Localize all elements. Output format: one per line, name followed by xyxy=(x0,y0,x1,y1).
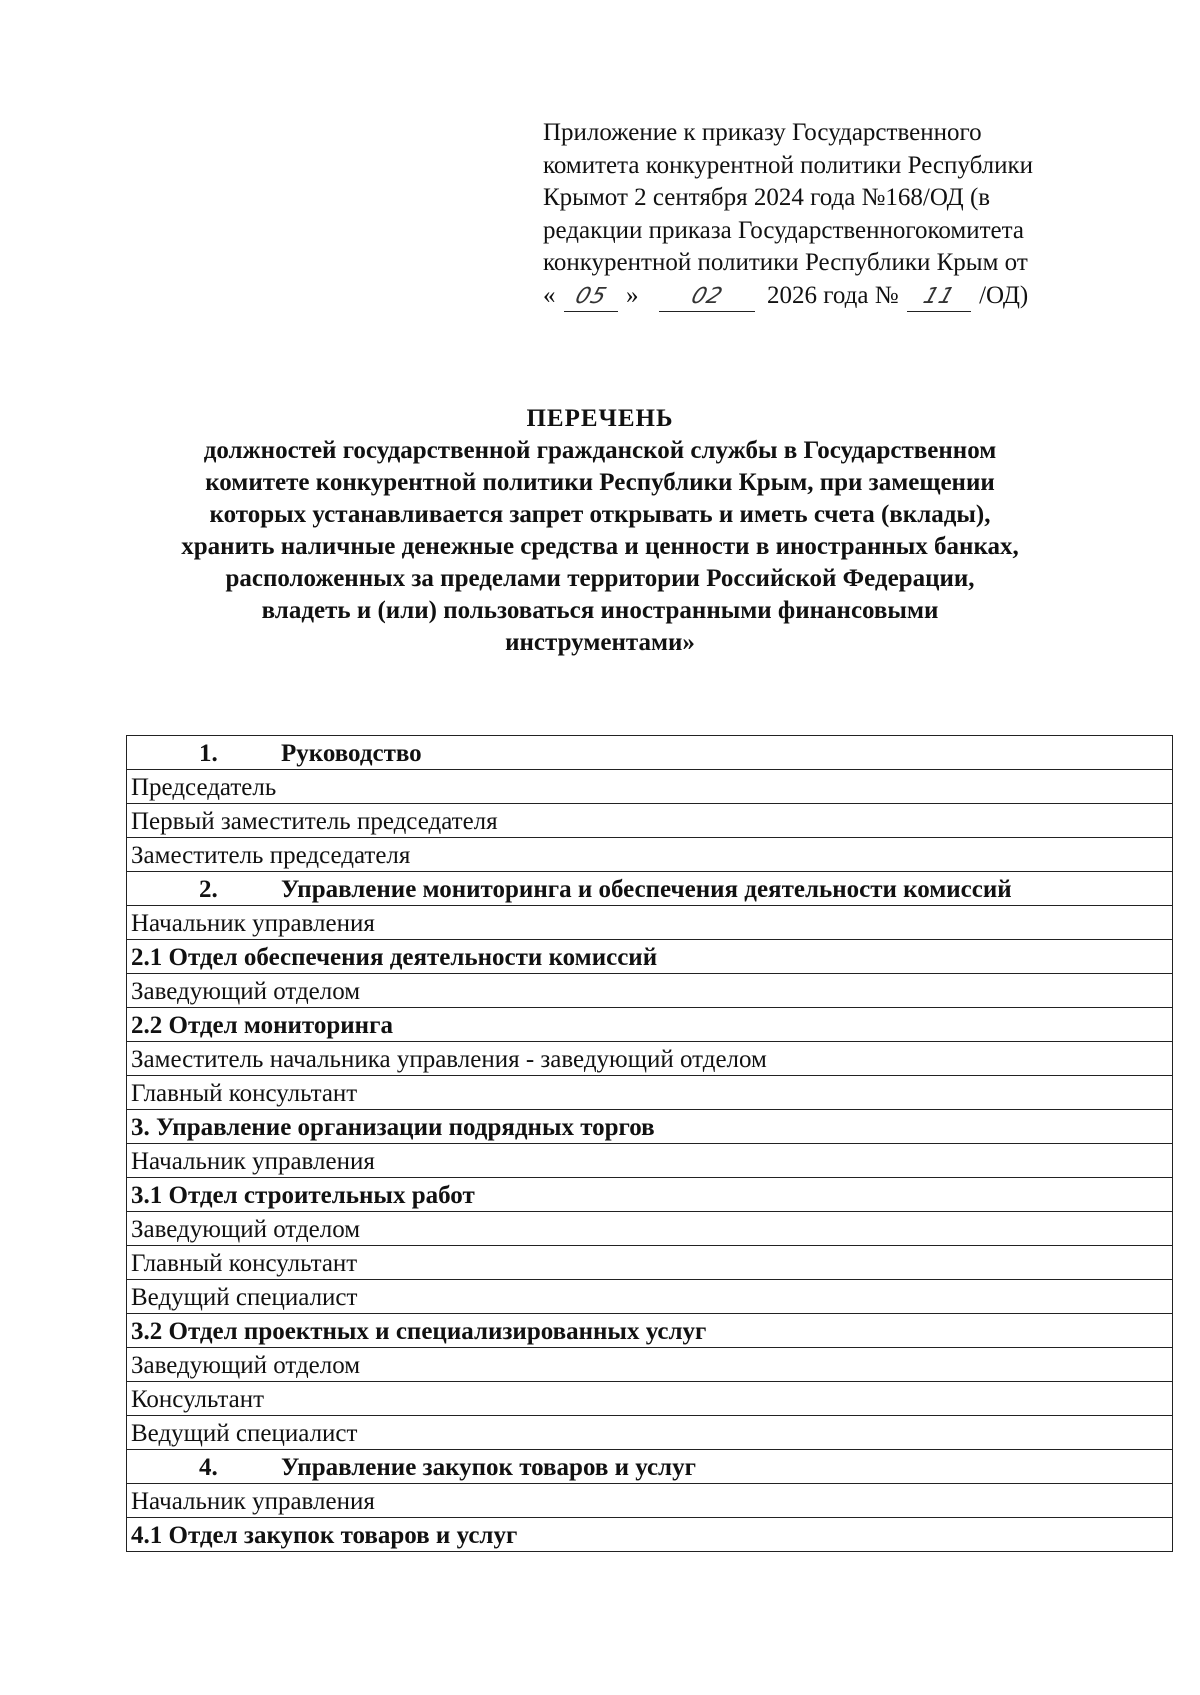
close-quote: » xyxy=(626,281,639,309)
title-line: которых устанавливается запрет открывать и иметь счета (вклады), xyxy=(209,501,991,528)
table-cell: Заместитель начальника управления - заведующий отделом xyxy=(127,1042,1173,1076)
attachment-line: комитета конкурентной политики Республики xyxy=(543,151,1034,179)
order-number-field xyxy=(907,285,971,312)
table-cell: Первый заместитель председателя xyxy=(127,804,1173,838)
table-cell: 3. Управление организации подрядных торгов xyxy=(127,1110,1173,1144)
table-row xyxy=(127,1042,1173,1076)
table-cell: 2.1 Отдел обеспечения деятельности комиссий xyxy=(127,940,1173,974)
table-row xyxy=(127,838,1173,872)
table-cell: 3.1 Отдел строительных работ xyxy=(127,1178,1173,1212)
table-row xyxy=(127,1076,1173,1110)
order-suffix: /ОД) xyxy=(979,281,1029,309)
title-line: должностей государственной гражданской службы в Государственном xyxy=(203,437,997,464)
title-line: хранить наличные денежные средства и ценности в иностранных банках, xyxy=(181,533,1019,560)
table-cell: Консультант xyxy=(127,1382,1173,1416)
signature-date-line xyxy=(543,280,1143,313)
attachment-line: Крымот 2 сентября 2024 года №168/ОД (в xyxy=(543,184,991,211)
table-cell: Главный консультант xyxy=(127,1246,1173,1280)
table-row xyxy=(127,906,1173,940)
section-title: Руководство xyxy=(281,740,422,767)
table-row xyxy=(127,1280,1173,1314)
table-row-section xyxy=(127,872,1173,906)
table-row-subsection xyxy=(127,1178,1173,1212)
table-cell: Заместитель председателя xyxy=(127,838,1173,872)
table-row xyxy=(127,1144,1173,1178)
table-row xyxy=(127,1484,1173,1518)
year-text: 2026 года № xyxy=(767,281,899,309)
table-cell xyxy=(127,1450,1173,1484)
day-field xyxy=(564,285,618,312)
table-cell xyxy=(127,736,1173,770)
table-row xyxy=(127,1348,1173,1382)
table-cell: Заведующий отделом xyxy=(127,1212,1173,1246)
section-title: Управление закупок товаров и услуг xyxy=(281,1454,696,1481)
table-row xyxy=(127,1212,1173,1246)
table-row-subsection xyxy=(127,1008,1173,1042)
table-cell: Начальник управления xyxy=(127,906,1173,940)
open-quote: « xyxy=(543,281,556,309)
table-cell: 4.1 Отдел закупок товаров и услуг xyxy=(127,1518,1173,1552)
table-cell: Начальник управления xyxy=(127,1484,1173,1518)
table-cell: Главный консультант xyxy=(127,1076,1173,1110)
section-number: 1. xyxy=(199,740,218,767)
table-row xyxy=(127,804,1173,838)
table-cell: 2.2 Отдел мониторинга xyxy=(127,1008,1173,1042)
table-cell: 3.2 Отдел проектных и специализированных услуг xyxy=(127,1314,1173,1348)
table-row-subsection xyxy=(127,1110,1173,1144)
section-title: Управление мониторинга и обеспечения деятельности комиссий xyxy=(281,876,1012,903)
section-number: 2. xyxy=(199,876,218,903)
table-cell: Ведущий специалист xyxy=(127,1416,1173,1450)
table-cell xyxy=(127,872,1173,906)
title-line: владеть и (или) пользоваться иностранными финансовыми xyxy=(261,597,939,624)
table-cell: Заведующий отделом xyxy=(127,1348,1173,1382)
table-cell: Начальник управления xyxy=(127,1144,1173,1178)
attachment-line: конкурентной политики Республики Крым от xyxy=(543,249,1028,276)
handwritten-number: 11 xyxy=(919,283,959,309)
attachment-header xyxy=(543,117,1143,312)
table-row xyxy=(127,770,1173,804)
title-line: инструментами» xyxy=(505,629,695,656)
title-line: расположенных за пределами территории Российской Федерации, xyxy=(225,565,975,592)
table-row xyxy=(127,1416,1173,1450)
section-number: 4. xyxy=(199,1454,218,1481)
table-row xyxy=(127,1246,1173,1280)
attachment-line: редакции приказа Государственногокомитета xyxy=(543,216,1024,244)
table-row xyxy=(127,1382,1173,1416)
table-row-section xyxy=(127,1450,1173,1484)
table-row xyxy=(127,974,1173,1008)
attachment-line: Приложение к приказу Государственного xyxy=(543,119,982,146)
table-cell: Председатель xyxy=(127,770,1173,804)
handwritten-month: 02 xyxy=(687,283,726,309)
positions-table xyxy=(126,735,1173,1552)
month-field xyxy=(659,285,755,312)
title-line: комитете конкурентной политики Республики Крым, при замещении xyxy=(205,469,995,496)
table-row-subsection xyxy=(127,1518,1173,1552)
table-row-subsection xyxy=(127,940,1173,974)
table-row-section xyxy=(127,736,1173,770)
table-row-subsection xyxy=(127,1314,1173,1348)
table-cell: Заведующий отделом xyxy=(127,974,1173,1008)
title-main: ПЕРЕЧЕНЬ xyxy=(526,405,674,432)
table-cell: Ведущий специалист xyxy=(127,1280,1173,1314)
handwritten-day: 05 xyxy=(571,283,610,309)
document-title xyxy=(100,403,1100,659)
